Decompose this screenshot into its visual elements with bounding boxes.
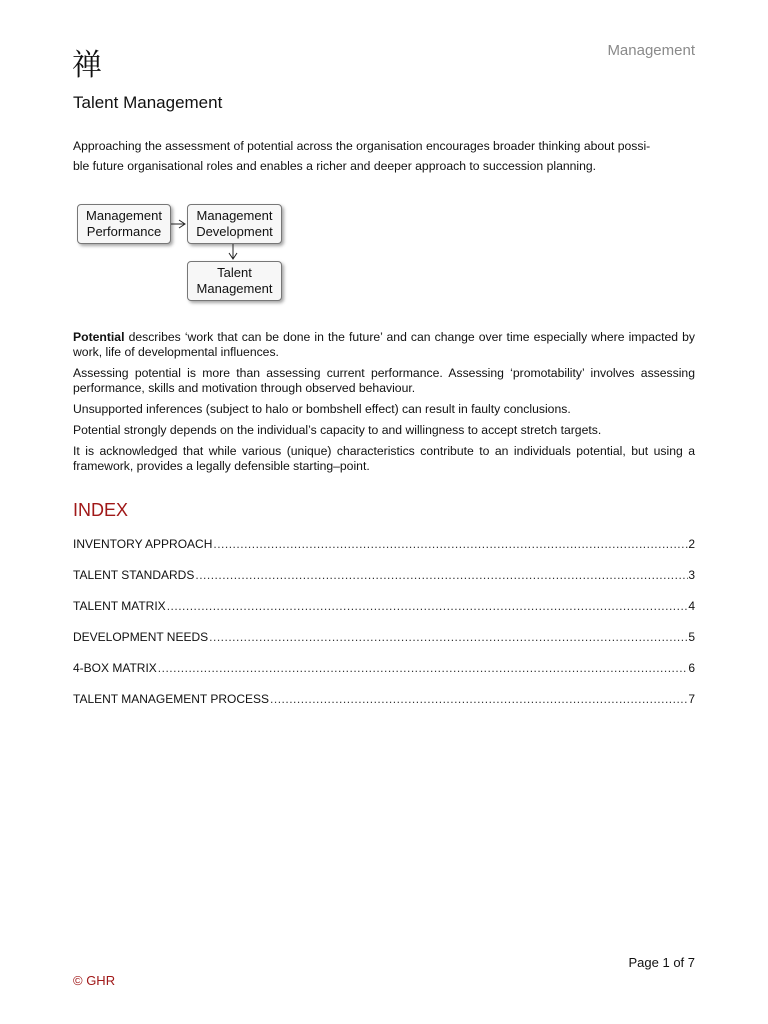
toc-entry[interactable] [73,692,695,723]
toc-label[interactable]: 4-BOX MATRIX [73,661,157,675]
box-label-line: Talent [217,265,252,280]
intro-line-2: ble future organisational roles and enables a richer and deeper approach to succession planning. [73,159,597,173]
potential-term: Potential [73,330,125,344]
arrowhead-down-icon [229,253,237,259]
paragraph-stretch: Potential strongly depends on the individual’s capacity to and willingness to accept stretch targets. [73,423,602,437]
index-heading: INDEX [73,500,129,520]
toc-page-number: 7 [688,692,695,706]
page-number: Page 1 of 7 [628,955,695,970]
toc-entry[interactable] [73,630,695,661]
toc-entry[interactable] [73,537,695,568]
toc-label[interactable]: TALENT STANDARDS [73,568,195,582]
box-label-line: Management [86,208,162,223]
paragraph-text: describes ‘work that can be done in the future’ and can change over time especially where impacted by work, life of developmental influences. [73,330,695,359]
body-text [73,330,695,480]
arrowhead-right-icon [179,220,185,228]
toc-leader-dots [157,661,689,675]
talent-management-box [187,261,282,301]
box-label-line: Development [196,224,273,239]
box-label-line: Performance [86,224,162,239]
toc-page-number: 2 [688,537,695,551]
toc-page-number: 5 [688,630,695,644]
toc-label[interactable]: TALENT MANAGEMENT PROCESS [73,692,270,706]
toc-page-number: 4 [688,599,695,613]
toc-entry[interactable] [73,661,695,692]
box-label-line: Management [196,281,273,296]
toc-page-number: 6 [688,661,695,675]
toc-leader-dots [212,537,688,551]
management-performance-box [77,204,171,244]
toc-entry[interactable] [73,599,695,630]
intro-line-1: Approaching the assessment of potential across the organisation encourages broader thinking about possi- [73,139,651,153]
paragraph-assessing: Assessing potential is more than assessing current performance. Assessing ‘promotability’ involves assessing performance, skills and motivation through observed behaviour. [73,366,695,395]
toc-leader-dots [269,692,688,706]
toc-label[interactable]: INVENTORY APPROACH [73,537,213,551]
paragraph-inferences: Unsupported inferences (subject to halo or bombshell effect) can result in faulty conclusions. [73,402,571,416]
toc-label[interactable]: DEVELOPMENT NEEDS [73,630,209,644]
toc-leader-dots [208,630,688,644]
paragraph-potential [73,330,695,360]
page-title: Talent Management [73,93,223,112]
toc-page-number: 3 [688,568,695,582]
toc-entry[interactable] [73,568,695,599]
box-label-line: Management [196,208,273,223]
intro-paragraph [73,136,695,176]
zen-logo: 禅 [72,48,102,83]
toc-label[interactable]: TALENT MATRIX [73,599,166,613]
toc-leader-dots [166,599,689,613]
toc-leader-dots [194,568,688,582]
copyright-footer: © GHR [73,973,116,988]
management-development-box [187,204,282,244]
header-section-label: Management [607,42,695,59]
paragraph-framework: It is acknowledged that while various (unique) characteristics contribute to an individuals potential, but using a framework, provides a legally defensible starting–point. [73,444,695,473]
table-of-contents [73,537,695,723]
